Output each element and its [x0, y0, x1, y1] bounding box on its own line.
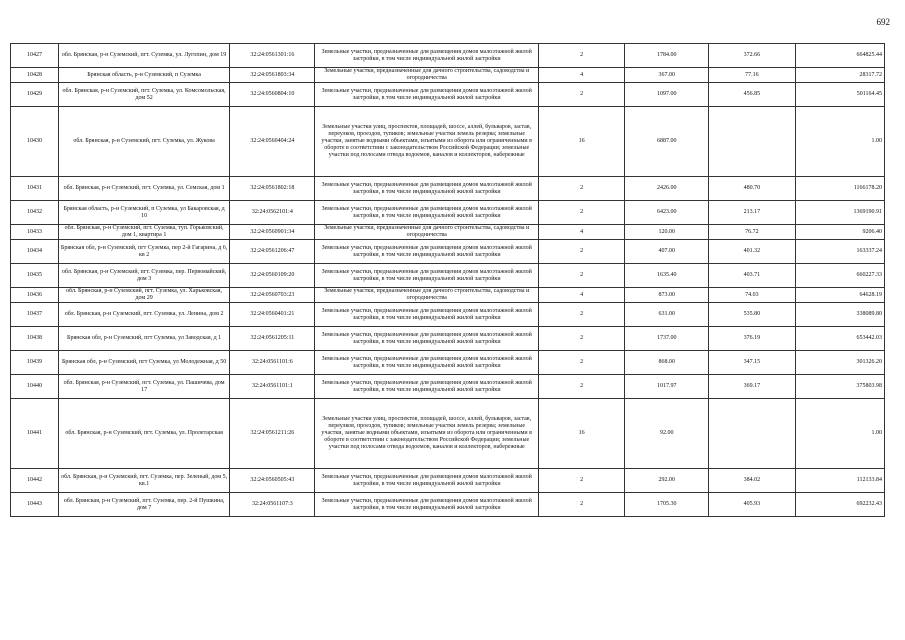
rate-cell: 535.80: [709, 303, 795, 327]
cadastral-number-cell: 32:24:0561301:16: [230, 44, 315, 68]
area-cell: 1635.40: [625, 264, 709, 288]
cadastral-value-cell: 338089.80: [795, 303, 884, 327]
row-id-cell: 10432: [11, 201, 59, 225]
cadastral-number-cell: 32:24:0560505:43: [230, 469, 315, 493]
row-id-cell: 10435: [11, 264, 59, 288]
cadastral-number-cell: 32:24:0560109:20: [230, 264, 315, 288]
area-cell: 120.00: [625, 225, 709, 240]
address-cell: обл. Брянская, р-н Суземский, пгт. Суземка, ул. Пролетарская: [58, 399, 229, 469]
land-use-cell: Земельные участки улиц, проспектов, площадей, шоссе, аллей, бульваров, застав, переулков, проездов, тупиков; земельные участки земель резерва; земельные участки, занятые водными объектами, изъятыми из оборота или ограниченными в обороте в соответствии с законодательством Российской Федерации; земельные участки под полосами отвода водоемов, каналов и коллекторов, набережные: [315, 399, 539, 469]
page-number: 692: [876, 17, 890, 27]
area-cell: 873.00: [625, 288, 709, 303]
cadastral-number-cell: 32:24:0560703:23: [230, 288, 315, 303]
land-use-cell: Земельные участки, предназначенные для дачного строительства, садоводства и огородничества: [315, 68, 539, 83]
area-cell: 1737.00: [625, 327, 709, 351]
registry-table-body: [11, 44, 885, 517]
rate-cell: 376.19: [709, 327, 795, 351]
table-row: [11, 240, 885, 264]
rate-cell: 213.17: [709, 201, 795, 225]
area-cell: 292.00: [625, 469, 709, 493]
row-id-cell: 10443: [11, 493, 59, 517]
area-cell: 92.00: [625, 399, 709, 469]
address-cell: обл. Брянская, р-н Суземский, пгт. Суземка, ул. Жукова: [58, 107, 229, 177]
cadastral-value-cell: 112133.84: [795, 469, 884, 493]
row-id-cell: 10429: [11, 83, 59, 107]
cadastral-value-cell: 9206.40: [795, 225, 884, 240]
rate-cell: 369.17: [709, 375, 795, 399]
row-id-cell: 10433: [11, 225, 59, 240]
area-cell: 1705.30: [625, 493, 709, 517]
cadastral-number-cell: 32:24:0560401:21: [230, 303, 315, 327]
cadastral-value-cell: 375803.98: [795, 375, 884, 399]
area-cell: 367.00: [625, 68, 709, 83]
table-row: [11, 399, 885, 469]
table-row: [11, 288, 885, 303]
land-use-cell: Земельные участки, предназначенные для размещения домов малоэтажной жилой застройки, в том числе индивидуальной жилой застройки: [315, 201, 539, 225]
area-cell: 1097.00: [625, 83, 709, 107]
category-cell: 2: [538, 493, 624, 517]
table-row: [11, 351, 885, 375]
address-cell: Брянская обл, р-н Суземский, пгт Суземка, пер 2-й Гагарина, д 6, кв 2: [58, 240, 229, 264]
land-use-cell: Земельные участки, предназначенные для размещения домов малоэтажной жилой застройки, в том числе индивидуальной жилой застройки: [315, 44, 539, 68]
row-id-cell: 10427: [11, 44, 59, 68]
land-use-cell: Земельные участки, предназначенные для размещения домов малоэтажной жилой застройки, в том числе индивидуальной жилой застройки: [315, 83, 539, 107]
category-cell: 2: [538, 44, 624, 68]
category-cell: 2: [538, 264, 624, 288]
cadastral-value-cell: 664825.44: [795, 44, 884, 68]
address-cell: обл. Брянская, р-н Суземский, пгт. Суземка, ул. Ленина, дом 2: [58, 303, 229, 327]
address-cell: обл. Брянская, р-н Суземский, пгт. Суземка, туп. Горьковский, дом 1, квартира 1: [58, 225, 229, 240]
table-row: [11, 201, 885, 225]
row-id-cell: 10438: [11, 327, 59, 351]
cadastral-value-cell: 28317.72: [795, 68, 884, 83]
row-id-cell: 10434: [11, 240, 59, 264]
row-id-cell: 10437: [11, 303, 59, 327]
land-use-cell: Земельные участки, предназначенные для размещения домов малоэтажной жилой застройки, в том числе индивидуальной жилой застройки: [315, 177, 539, 201]
rate-cell: [709, 107, 795, 177]
address-cell: обл. Брянская, р-н Суземский, пгт. Суземка, ул. Семская, дом 1: [58, 177, 229, 201]
cadastral-value-cell: 1369190.91: [795, 201, 884, 225]
rate-cell: [709, 399, 795, 469]
row-id-cell: 10431: [11, 177, 59, 201]
cadastral-number-cell: 32:24:0561211:26: [230, 399, 315, 469]
rate-cell: 76.72: [709, 225, 795, 240]
table-row: [11, 375, 885, 399]
category-cell: 4: [538, 225, 624, 240]
table-row: [11, 303, 885, 327]
address-cell: обл. Брянская, р-н Суземский, пгт. Суземка, ул. Пашичева, дом 17: [58, 375, 229, 399]
category-cell: 2: [538, 469, 624, 493]
category-cell: 2: [538, 375, 624, 399]
rate-cell: 384.02: [709, 469, 795, 493]
area-cell: 868.00: [625, 351, 709, 375]
address-cell: обл. Брянская, р-н Суземский, пгт. Суземка, пер. Зеленый, дом 5, кв.1: [58, 469, 229, 493]
row-id-cell: 10436: [11, 288, 59, 303]
category-cell: 2: [538, 83, 624, 107]
category-cell: 2: [538, 351, 624, 375]
cadastral-number-cell: 32:24:0561101:6: [230, 351, 315, 375]
category-cell: 2: [538, 240, 624, 264]
cadastral-number-cell: 32:24:0560804:10: [230, 83, 315, 107]
cadastral-number-cell: 32:24:0561107:3: [230, 493, 315, 517]
row-id-cell: 10440: [11, 375, 59, 399]
table-row: [11, 493, 885, 517]
cadastral-value-cell: 653442.03: [795, 327, 884, 351]
row-id-cell: 10439: [11, 351, 59, 375]
table-row: [11, 469, 885, 493]
cadastral-number-cell: 32:24:0561101:1: [230, 375, 315, 399]
cadastral-number-cell: 32:24:0561206:47: [230, 240, 315, 264]
address-cell: обл. Брянская, р-н Суземский, пгт. Суземка, пер. Первомайский, дом 3: [58, 264, 229, 288]
land-use-cell: Земельные участки, предназначенные для дачного строительства, садоводства и огородничества: [315, 225, 539, 240]
address-cell: Брянская область, р-н Суземский, п Суземка, ул Бакаровская, д 10: [58, 201, 229, 225]
land-use-cell: Земельные участки улиц, проспектов, площадей, шоссе, аллей, бульваров, застав, переулков, проездов, тупиков; земельные участки земель резерва; земельные участки, занятые водными объектами, изъятыми из оборота или ограниченными в обороте в соответствии с законодательством Российской Федерации; земельные участки под полосами отвода водоемов, каналов и коллекторов, набережные: [315, 107, 539, 177]
rate-cell: 456.85: [709, 83, 795, 107]
cadastral-value-cell: 501164.45: [795, 83, 884, 107]
cadastral-value-cell: 692232.43: [795, 493, 884, 517]
address-cell: обл. Брянская, р-н Суземский, пгт. Суземка, ул. Комсомольская, дом 52: [58, 83, 229, 107]
cadastral-value-cell: 1166178.20: [795, 177, 884, 201]
land-use-cell: Земельные участки, предназначенные для размещения домов малоэтажной жилой застройки, в том числе индивидуальной жилой застройки: [315, 375, 539, 399]
address-cell: обл. Брянская, р-н Суземский, пгт. Суземка, ул. Харьковская, дом 29: [58, 288, 229, 303]
area-cell: 1784.00: [625, 44, 709, 68]
address-cell: Брянская область, р-н Суземский, п Суземка: [58, 68, 229, 83]
table-row: [11, 177, 885, 201]
area-cell: 2426.00: [625, 177, 709, 201]
rate-cell: 401.32: [709, 240, 795, 264]
table-row: [11, 225, 885, 240]
row-id-cell: 10430: [11, 107, 59, 177]
rate-cell: 480.70: [709, 177, 795, 201]
table-row: [11, 107, 885, 177]
rate-cell: 74.03: [709, 288, 795, 303]
table-row: [11, 83, 885, 107]
address-cell: обл. Брянская, р-н Суземский, пгт. Суземка, ул. Лугопин, дом 19: [58, 44, 229, 68]
rate-cell: 372.66: [709, 44, 795, 68]
area-cell: 6887.00: [625, 107, 709, 177]
area-cell: 407.00: [625, 240, 709, 264]
area-cell: 631.00: [625, 303, 709, 327]
land-use-cell: Земельные участки, предназначенные для размещения домов малоэтажной жилой застройки, в том числе индивидуальной жилой застройки: [315, 240, 539, 264]
table-row: [11, 44, 885, 68]
cadastral-number-cell: 32:24:0561803:34: [230, 68, 315, 83]
category-cell: 2: [538, 177, 624, 201]
cadastral-number-cell: 32:24:0560404:24: [230, 107, 315, 177]
rate-cell: 403.71: [709, 264, 795, 288]
rate-cell: 405.93: [709, 493, 795, 517]
table-row: [11, 264, 885, 288]
cadastral-value-cell: 301326.20: [795, 351, 884, 375]
row-id-cell: 10428: [11, 68, 59, 83]
row-id-cell: 10442: [11, 469, 59, 493]
category-cell: 2: [538, 327, 624, 351]
category-cell: 2: [538, 201, 624, 225]
cadastral-number-cell: 32:24:0561802:18: [230, 177, 315, 201]
land-use-cell: Земельные участки, предназначенные для размещения домов малоэтажной жилой застройки, в том числе индивидуальной жилой застройки: [315, 493, 539, 517]
cadastral-number-cell: 32:24:0560901:34: [230, 225, 315, 240]
rate-cell: 77.16: [709, 68, 795, 83]
category-cell: 4: [538, 68, 624, 83]
address-cell: Брянская обл, р-н Суземский, пгт Суземка, ул Заводская, д 1: [58, 327, 229, 351]
address-cell: обл. Брянская, р-н Суземский, пгт. Суземка, пер. 2-й Пушкина, дом 7: [58, 493, 229, 517]
area-cell: 6423.00: [625, 201, 709, 225]
cadastral-value-cell: 163337.24: [795, 240, 884, 264]
land-use-cell: Земельные участки, предназначенные для размещения домов малоэтажной жилой застройки, в том числе индивидуальной жилой застройки: [315, 303, 539, 327]
cadastral-number-cell: 32:24:0562101:4: [230, 201, 315, 225]
category-cell: 2: [538, 303, 624, 327]
land-use-cell: Земельные участки, предназначенные для размещения домов малоэтажной жилой застройки, в том числе индивидуальной жилой застройки: [315, 469, 539, 493]
category-cell: 4: [538, 288, 624, 303]
row-id-cell: 10441: [11, 399, 59, 469]
land-use-cell: Земельные участки, предназначенные для размещения домов малоэтажной жилой застройки, в том числе индивидуальной жилой застройки: [315, 327, 539, 351]
cadastral-value-cell: 660227.33: [795, 264, 884, 288]
table-row: [11, 327, 885, 351]
land-use-cell: Земельные участки, предназначенные для размещения домов малоэтажной жилой застройки, в том числе индивидуальной жилой застройки: [315, 351, 539, 375]
cadastral-value-cell: 1.00: [795, 399, 884, 469]
address-cell: Брянская обл, р-н Суземский, пгт Суземка, ул Молодежная, д 50: [58, 351, 229, 375]
rate-cell: 347.15: [709, 351, 795, 375]
land-use-cell: Земельные участки, предназначенные для размещения домов малоэтажной жилой застройки, в том числе индивидуальной жилой застройки: [315, 264, 539, 288]
cadastral-value-cell: 64628.19: [795, 288, 884, 303]
area-cell: 1017.97: [625, 375, 709, 399]
cadastral-registry-table: [10, 43, 885, 517]
cadastral-number-cell: 32:24:0561205:11: [230, 327, 315, 351]
land-use-cell: Земельные участки, предназначенные для дачного строительства, садоводства и огородничества: [315, 288, 539, 303]
category-cell: 16: [538, 107, 624, 177]
table-row: [11, 68, 885, 83]
category-cell: 16: [538, 399, 624, 469]
cadastral-value-cell: 1.00: [795, 107, 884, 177]
